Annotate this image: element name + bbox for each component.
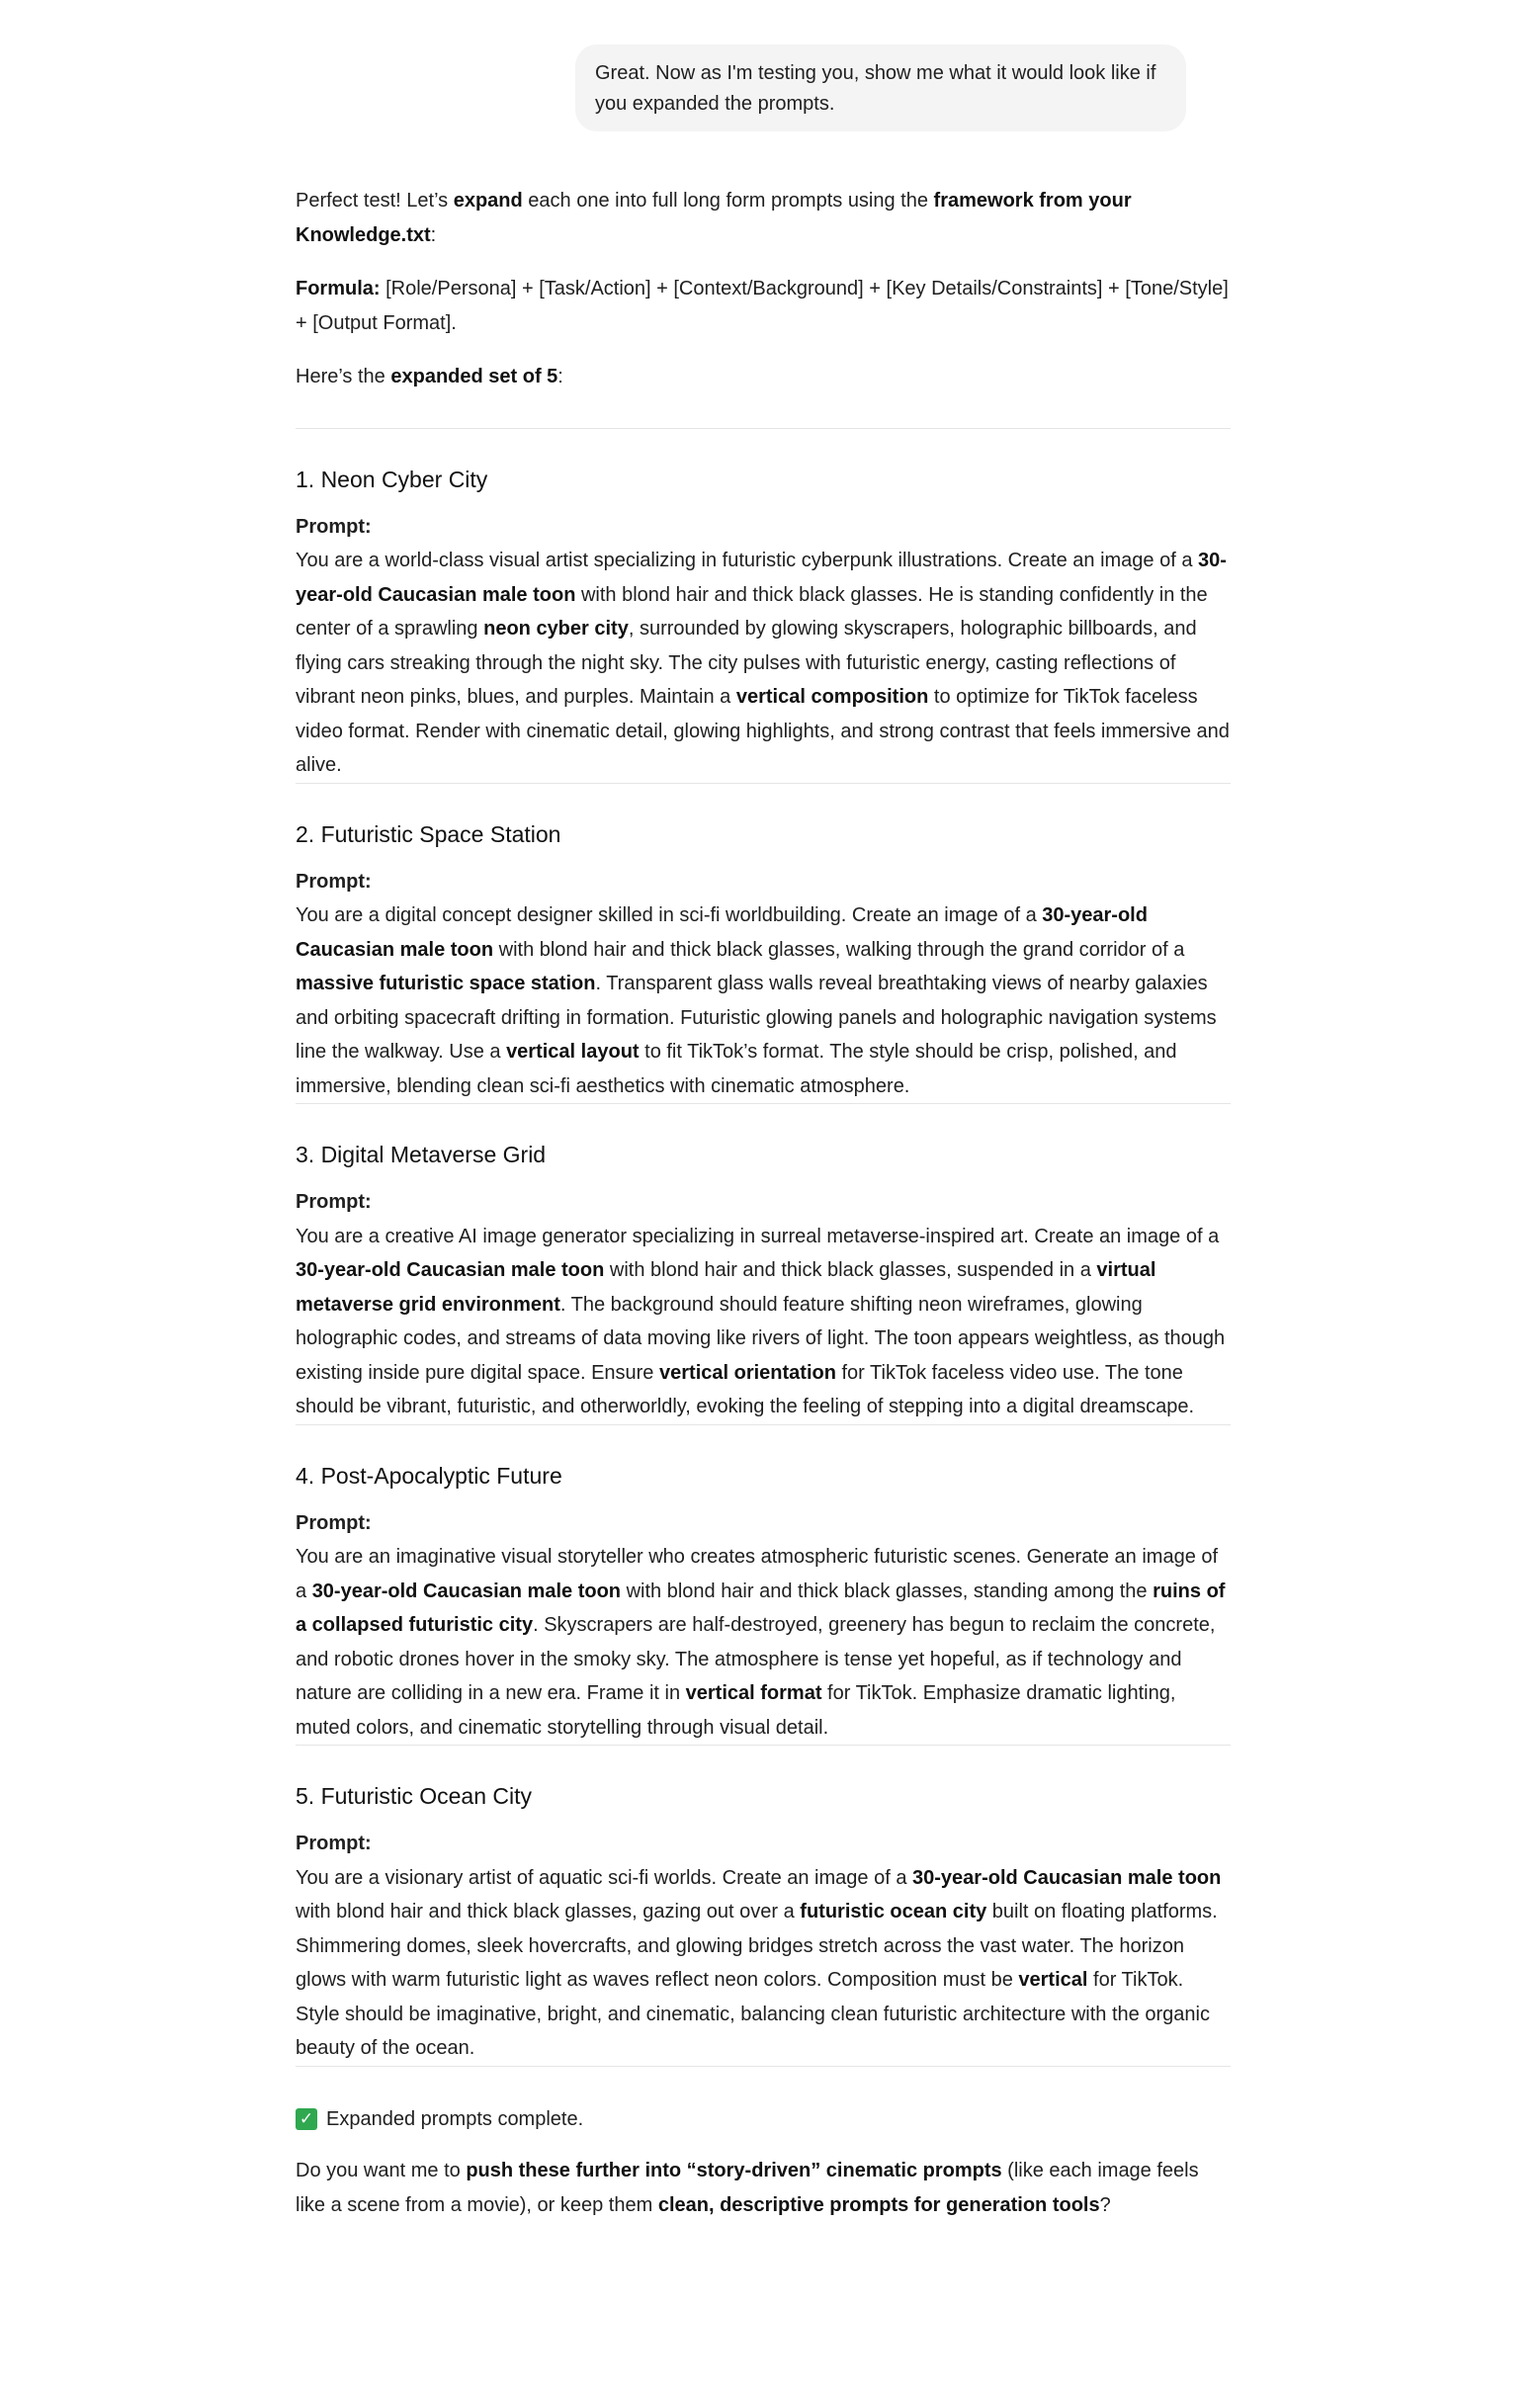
check-mark-icon: ✓ xyxy=(296,2108,317,2130)
prompt-body: You are a digital concept designer skilled in sci-fi worldbuilding. Create an image of a 30-year-old Caucasian male toon with blond hair and thick black glasses, walking through the grand corridor of a massive futuristic space station. Transparent glass walls reveal breathtaking views of nearby galaxies and orbiting spacecraft drifting in formation. Futuristic glowing panels and holographic navigation systems line the walkway. Use a vertical layout to fit TikTok’s format. The style should be crisp, polished, and immersive, blending clean sci-fi aesthetics with cinematic atmosphere. xyxy=(296,904,1217,1097)
followup-question: Do you want me to push these further into “story-driven” cinematic prompts (like each image feels like a scene from a movie), or keep them clean, descriptive prompts for generation tools? xyxy=(296,2160,1199,2216)
prompt-section-1 xyxy=(296,429,1231,783)
user-message-text: Great. Now as I'm testing you, show me what it would look like if you expanded the prompts. xyxy=(595,62,1156,115)
section-divider xyxy=(296,2066,1231,2067)
prompt-body: You are a visionary artist of aquatic sci-fi worlds. Create an image of a 30-year-old Caucasian male toon with blond hair and thick black glasses, gazing out over a futuristic ocean city built on floating platforms. Shimmering domes, sleek hovercrafts, and glowing bridges stretch across the vast water. The horizon glows with warm futuristic light as waves reflect neon colors. Composition must be vertical for TikTok. Style should be imaginative, bright, and cinematic, balancing clean futuristic architecture with the organic beauty of the ocean. xyxy=(296,1866,1222,2059)
prompt-body: You are a world-class visual artist specializing in futuristic cyberpunk illustrations. Create an image of a 30-year-old Caucasian male toon with blond hair and thick black glasses. He is standing confidently in the center of a sprawling neon cyber city, surrounded by glowing skyscrapers, holographic billboards, and flying cars streaking through the night sky. The city pulses with futuristic energy, casting reflections of vibrant neon pinks, blues, and purples. Maintain a vertical composition to optimize for TikTok faceless video format. Render with cinematic detail, glowing highlights, and strong contrast that feels immersive and alive. xyxy=(296,550,1230,776)
formula-label: Formula: xyxy=(296,278,381,299)
section-title: 2. Futuristic Space Station xyxy=(296,820,561,847)
intro-bold-framework: framework from your Knowledge.txt xyxy=(296,190,1132,246)
expanded-set-paragraph: Here’s the expanded set of 5: xyxy=(296,366,563,387)
intro-paragraph: Perfect test! Let’s expand each one into full long form prompts using the framework from your Knowledge.txt: xyxy=(296,190,1132,246)
prompt-label: Prompt: xyxy=(296,1191,372,1213)
prompt-body: You are an imaginative visual storyteller who creates atmospheric futuristic scenes. Generate an image of a 30-year-old Caucasian male toon with blond hair and thick black glasses, standing among the ruins of a collapsed futuristic city. Skyscrapers are half-destroyed, greenery has begun to reclaim the concrete, and robotic drones hover in the smoky sky. The atmosphere is tense yet hopeful, as if technology and nature are colliding in a new era. Frame it in vertical format for TikTok. Emphasize dramatic lighting, muted colors, and cinematic storytelling through visual detail. xyxy=(296,1546,1226,1739)
prompt-section-5 xyxy=(296,1746,1231,2066)
section-title: 5. Futuristic Ocean City xyxy=(296,1783,533,1809)
assistant-message xyxy=(296,184,1231,2222)
prompt-label: Prompt: xyxy=(296,1511,372,1534)
formula-paragraph xyxy=(296,272,1231,340)
section-title: 4. Post-Apocalyptic Future xyxy=(296,1462,562,1489)
section-title: 3. Digital Metaverse Grid xyxy=(296,1142,547,1167)
section-title: 1. Neon Cyber City xyxy=(296,466,488,492)
prompt-section-4 xyxy=(296,1425,1231,1746)
prompt-section-2 xyxy=(296,784,1231,1104)
prompt-section-3 xyxy=(296,1104,1231,1424)
completion-text: Expanded prompts complete. xyxy=(326,2107,584,2130)
formula-text: [Role/Persona] + [Task/Action] + [Context/Background] + [Key Details/Constraints] + [Tone/Style] + [Output Format]. xyxy=(296,278,1229,334)
prompt-label: Prompt: xyxy=(296,515,372,538)
prompt-label: Prompt: xyxy=(296,870,372,893)
completion-line xyxy=(296,2102,1231,2137)
prompt-label: Prompt: xyxy=(296,1833,372,1854)
user-message-bubble xyxy=(575,44,1186,131)
prompt-body: You are a creative AI image generator specializing in surreal metaverse-inspired art. Create an image of a 30-year-old Caucasian male toon with blond hair and thick black glasses, suspended in a virtual metaverse grid environment. The background should feature shifting neon wireframes, glowing holographic codes, and streams of data moving like rivers of light. The toon appears weightless, as though existing inside pure digital space. Ensure vertical orientation for TikTok faceless video use. The tone should be vibrant, futuristic, and otherworldly, evoking the feeling of stepping into a digital dreamscape. xyxy=(296,1225,1226,1417)
intro-bold-expand: expand xyxy=(453,190,523,212)
